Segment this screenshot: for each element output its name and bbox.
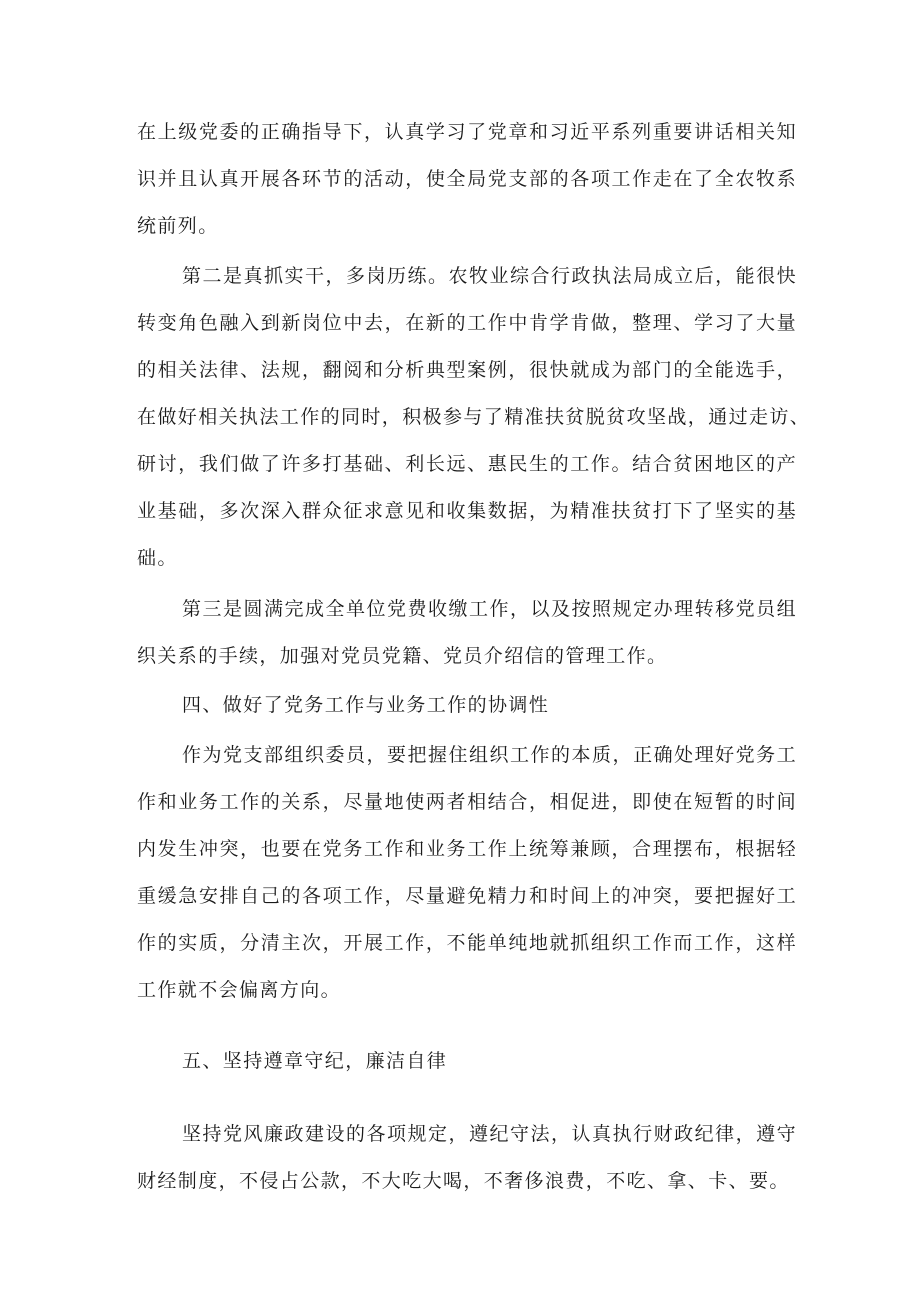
paragraph-3-line-2: 织关系的手续，加强对党员党籍、党员介绍信的管理工作。 [137,645,668,667]
paragraph-4-line-3: 内发生冲突，也要在党务工作和业务工作上统筹兼顾，合理摆布，根据轻 [137,838,797,860]
section-heading-4: 四、做好了党务工作与业务工作的协调性 [182,694,550,716]
paragraph-5-line-2: 财经制度，不侵占公款，不大吃大喝，不奢侈浪费，不吃、拿、卡、要。 [137,1170,790,1192]
paragraph-1-line-1: 在上级党委的正确指导下，认真学习了党章和习近平系列重要讲话相关知 [137,121,797,143]
paragraph-2-line-2: 转变角色融入到新岗位中去，在新的工作中肯学肯做，整理、学习了大量 [137,312,797,334]
paragraph-2-line-3: 的相关法律、法规，翻阅和分析典型案例，很快就成为部门的全能选手， [137,359,797,381]
paragraph-4-line-4: 重缓急安排自己的各项工作，尽量避免精力和时间上的冲突，要把握好工 [137,885,797,907]
paragraph-4-line-2: 作和业务工作的关系，尽量地使两者相结合，相促进，即使在短暂的时间 [137,791,797,813]
paragraph-2-line-4: 在做好相关执法工作的同时，积极参与了精准扶贫脱贫攻坚战，通过走访、 [137,406,811,428]
paragraph-2-line-7: 础。 [137,547,178,569]
paragraph-1-line-2: 识并且认真开展各环节的活动，使全局党支部的各项工作走在了全农牧系 [137,168,797,190]
paragraph-2-line-5: 研讨，我们做了许多打基础、利长远、惠民生的工作。结合贫困地区的产 [137,453,797,475]
paragraph-2-line-1: 第二是真抓实干，多岗历练。农牧业综合行政执法局成立后，能很快 [182,265,797,287]
paragraph-3-line-1: 第三是圆满完成全单位党费收缴工作，以及按照规定办理转移党员组 [182,598,797,620]
paragraph-2-line-6: 业基础，多次深入群众征求意见和收集数据，为精准扶贫打下了坚实的基 [137,500,797,522]
paragraph-5-line-1: 坚持党风廉政建设的各项规定，遵纪守法，认真执行财政纪律，遵守 [182,1123,797,1145]
paragraph-1-line-3: 统前列。 [137,215,219,237]
section-heading-5: 五、坚持遵章守纪，廉洁自律 [182,1050,448,1072]
paragraph-4-line-1: 作为党支部组织委员，要把握住组织工作的本质，正确处理好党务工 [182,744,797,766]
paragraph-4-line-6: 工作就不会偏离方向。 [137,979,342,1001]
paragraph-4-line-5: 作的实质，分清主次，开展工作，不能单纯地就抓组织工作而工作，这样 [137,932,797,954]
